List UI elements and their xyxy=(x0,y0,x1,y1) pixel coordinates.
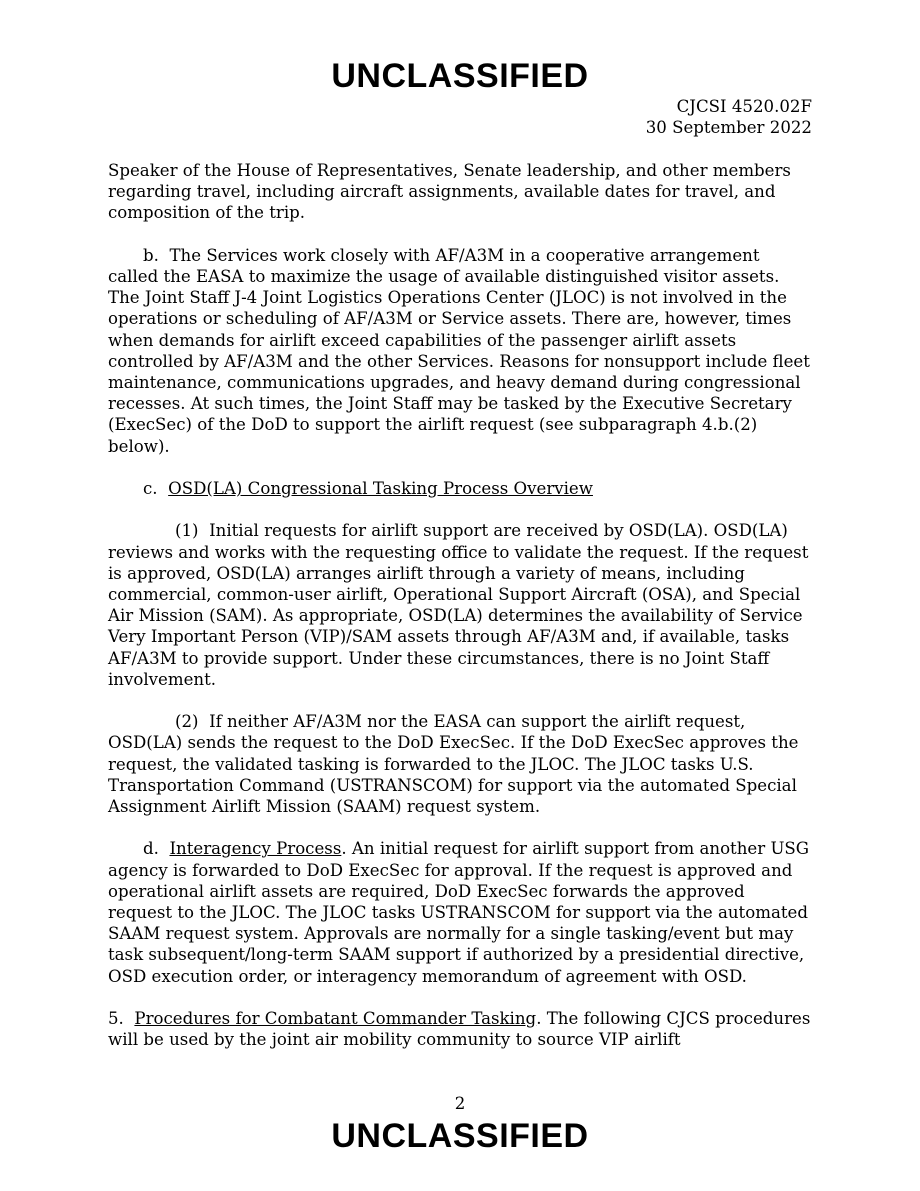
paragraph-d-text: . An initial request for airlift support from another USG agency is forwarded to DoD ExecSec for approval. If the request is approved and operational airlift assets are required, DoD ExecSec forwards the approved request to the JLOC. The JLOC tasks USTRANSCOM for support via the automated SAAM request system. Approvals are normally for a single tasking/event but may task subsequent/long-term SAAM support if authorized by a presidential directive, OSD execution order, or interagency memorandum of agreement with OSD. xyxy=(108,839,810,986)
paragraph-c-heading: OSD(LA) Congressional Tasking Process Overview xyxy=(168,479,593,499)
paragraph-b-marker: b. xyxy=(143,245,159,265)
document-body xyxy=(108,160,814,1072)
paragraph-b xyxy=(108,245,814,457)
paragraph-c2 xyxy=(108,711,814,817)
document-header xyxy=(646,96,812,138)
section-5-marker: 5. xyxy=(108,1009,124,1029)
page-number: 2 xyxy=(454,1094,466,1113)
paragraph-c2-text: If neither AF/A3M nor the EASA can support the airlift request, OSD(LA) sends the request to the DoD ExecSec. If the DoD ExecSec approves the request, the validated tasking is forwarded to the JLOC. The JLOC tasks U.S. Transportation Command (USTRANSCOM) for support via the automated Special Assignment Airlift Mission (SAAM) request system. xyxy=(108,712,799,817)
paragraph-c1-marker: (1) xyxy=(175,521,199,541)
paragraph-c2-marker: (2) xyxy=(175,712,199,732)
section-5-text: . The following CJCS procedures will be used by the joint air mobility community to source VIP airlift xyxy=(108,1009,811,1050)
paragraph-d-heading: Interagency Process xyxy=(169,839,342,859)
paragraph-d xyxy=(108,838,814,986)
paragraph-c xyxy=(108,478,814,499)
paragraph-d-marker: d. xyxy=(143,839,159,859)
paragraph-b-text: The Services work closely with AF/A3M in a cooperative arrangement called the EASA to maximize the usage of available distinguished visitor assets. The Joint Staff J-4 Joint Logistics Operations Center (JLOC) is not involved in the operations or scheduling of AF/A3M or Service assets. There are, however, times when demands for airlift exceed capabilities of the passenger airlift assets controlled by AF/A3M and the other Services. Reasons for nonsupport include fleet maintenance, communications upgrades, and heavy demand during congressional recesses. At such times, the Joint Staff may be tasked by the Executive Secretary (ExecSec) of the DoD to support the airlift request (see subparagraph 4.b.(2) below). xyxy=(108,245,810,456)
section-5 xyxy=(108,1008,814,1050)
section-5-heading: Procedures for Combatant Commander Tasking xyxy=(134,1009,537,1029)
paragraph-c-marker: c. xyxy=(143,479,158,499)
classification-banner-top: UNCLASSIFIED xyxy=(331,57,589,95)
paragraph-c1-text: Initial requests for airlift support are received by OSD(LA). OSD(LA) reviews and works with the requesting office to validate the request. If the request is approved, OSD(LA) arranges airlift through a variety of means, including commercial, common-user airlift, Operational Support Aircraft (OSA), and Special Air Mission (SAM). As appropriate, OSD(LA) determines the availability of Service Very Important Person (VIP)/SAM assets through AF/A3M and, if available, tasks AF/A3M to provide support. Under these circumstances, there is no Joint Staff involvement. xyxy=(108,521,809,689)
document-date: 30 September 2022 xyxy=(645,118,812,137)
paragraph-continuation: Speaker of the House of Representatives, Senate leadership, and other members regarding travel, including aircraft assignments, available dates for travel, and composition of the trip. xyxy=(108,161,791,223)
paragraph-c1 xyxy=(108,520,814,690)
classification-banner-bottom: UNCLASSIFIED xyxy=(331,1117,589,1155)
document-number: CJCSI 4520.02F xyxy=(676,97,812,116)
